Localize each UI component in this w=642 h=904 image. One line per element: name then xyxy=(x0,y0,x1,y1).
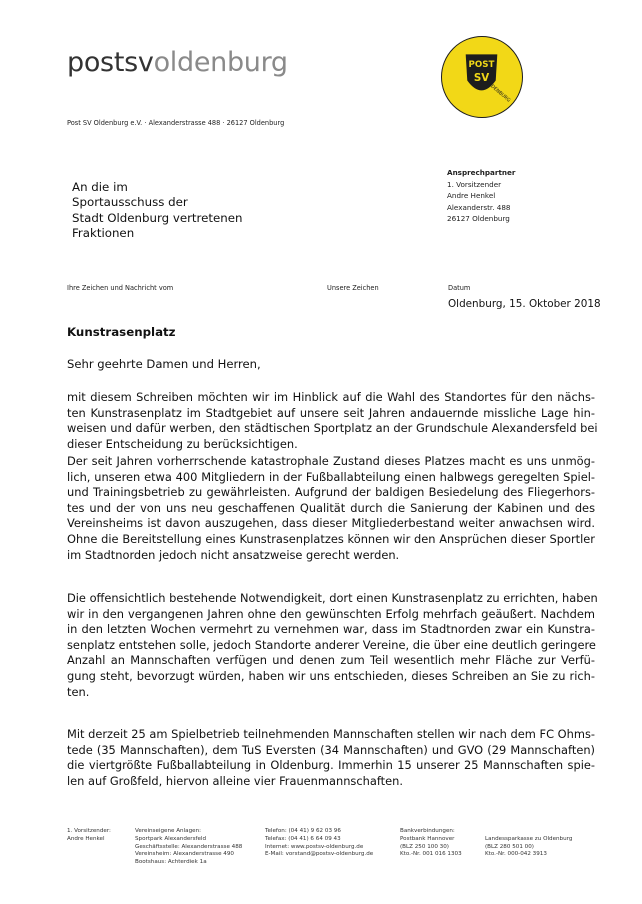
body-line: und Trainingsbetrieb zu gewährleisten. Aufgrund der baldigen Besiedelung des Fliegerhors- xyxy=(67,485,595,500)
contact-heading: Ansprechpartner xyxy=(447,168,516,177)
brand-part-1: postsv xyxy=(67,47,154,78)
body-line: Vereinsheims ist davon auszugehen, dass dieser Mitgliederbestand weiter anwachsen wird. xyxy=(67,516,595,531)
body-line: in den letzten Wochen vermehrt zu vernehmen war, dass im Stadtnorden zwar ein Kunstra- xyxy=(67,622,595,637)
footer-line: Andre Henkel xyxy=(67,835,105,842)
recipient-line: Stadt Oldenburg vertretenen xyxy=(72,210,243,225)
footer-line: Bankverbindungen: xyxy=(400,828,455,834)
our-reference-label: Unsere Zeichen xyxy=(327,284,379,292)
footer-line: Vereinsheim: Alexanderstrasse 490 xyxy=(135,851,234,858)
body-line: tede (35 Mannschaften), dem TuS Eversten (34 Mannschaften) und GVO (29 Mannschaften) xyxy=(67,742,595,757)
logo-text-top: POST xyxy=(468,60,495,71)
body-line: die viertgrößte Fußballabteilung in Oldenburg. Immerhin 15 unserer 25 Mannschaften spie- xyxy=(67,758,595,773)
footer-line: Internet: www.postsv-oldenburg.de xyxy=(265,843,364,850)
recipient-line: An die im xyxy=(72,180,128,194)
body-line: ten. xyxy=(67,684,90,699)
footer-bank-2 xyxy=(485,828,572,859)
body-paragraph-2 xyxy=(67,454,595,563)
letter-salutation: Sehr geehrte Damen und Herren, xyxy=(67,357,261,371)
body-line: Mit derzeit 25 am Spielbetrieb teilnehmenden Mannschaften stellen wir nach dem FC Ohms- xyxy=(67,727,595,741)
body-line: mit diesem Schreiben möchten wir im Hinblick auf die Wahl des Standortes für den nächs- xyxy=(67,390,595,404)
recipient-address xyxy=(72,180,243,242)
footer-line: Sportpark Alexandersfeld xyxy=(135,835,207,842)
footer-line: Postbank Hannover xyxy=(400,835,455,842)
footer-line: E-Mail: vorstand@postsv-oldenburg.de xyxy=(265,851,374,858)
body-line: Der seit Jahren vorherrschende katastrophale Zustand dieses Platzes macht es uns unmög- xyxy=(67,454,595,468)
contact-line: 1. Vorsitzender xyxy=(447,179,502,189)
brand-part-2: oldenburg xyxy=(153,47,288,78)
footer-facilities xyxy=(135,828,242,867)
body-paragraph-4 xyxy=(67,727,595,789)
body-line: tes und der von uns neu geschaffenen Qualität durch die Sanierung der Kabinen und des xyxy=(67,500,595,515)
club-logo-graphic xyxy=(442,37,521,116)
body-line: wir in den vergangenen Jahren ohne den gewünschten Erfolg mehrfach geäußert. Nachdem xyxy=(67,606,595,621)
club-logo xyxy=(441,36,523,118)
sender-address-line: Post SV Oldenburg e.V. · Alexanderstrasse 488 · 26127 Oldenburg xyxy=(67,119,285,127)
logo-text-mid: SV xyxy=(473,72,490,85)
body-line: weisen und dafür werben, den städtischen Sportplatz an der Grundschule Alexandersfeld bei xyxy=(67,421,598,436)
contact-person-block xyxy=(447,167,515,225)
letter-subject: Kunstrasenplatz xyxy=(67,325,176,339)
footer-chairman xyxy=(67,828,111,844)
footer-bank-1 xyxy=(400,828,462,859)
footer-contact-info xyxy=(265,828,373,859)
body-line: dieser Entscheidung zu berücksichtigen. xyxy=(67,436,298,451)
footer-line: Telefax: (04 41) 6 64 09 43 xyxy=(265,835,341,842)
recipient-line: Fraktionen xyxy=(72,226,135,241)
body-line: Ohne die Bereitstellung eines Kunstrasenplatzes können wir den Ansprüchen dieser Sportler xyxy=(67,531,595,546)
footer-line: (BLZ 280 501 00) xyxy=(485,843,534,850)
date-label: Datum xyxy=(448,284,471,292)
body-line: len auf Großfeld, hiervon alleine vier Frauenmannschaften. xyxy=(67,773,403,788)
footer-line: Vereinseigene Anlagen: xyxy=(135,828,201,834)
recipient-line: Sportausschuss der xyxy=(72,195,188,210)
footer-line xyxy=(485,828,572,836)
footer-line: Bootshaus: Achterdiek 1a xyxy=(135,859,207,866)
brand-wordmark xyxy=(67,47,288,78)
contact-line: 26127 Oldenburg xyxy=(447,214,510,224)
body-line: im Stadtnorden jedoch nicht ansatzweise gerecht werden. xyxy=(67,547,400,562)
body-line: gung steht, bevorzugt würden, haben wir uns entschieden, dieses Schreiben an Sie zu rich- xyxy=(67,668,595,683)
logo-text-ring: OLDENBURG xyxy=(484,80,511,104)
body-line: lich, unseren etwa 400 Mitgliedern in der Fußballabteilung einen halbwegs geregelten Spiel- xyxy=(67,469,595,484)
body-line: senplatz entstehen solle, jedoch Standorte anderer Vereine, die über eine deutlich geringere xyxy=(67,637,596,652)
footer-line: (BLZ 250 100 30) xyxy=(400,843,449,850)
footer-line: Telefon: (04 41) 9 62 03 96 xyxy=(265,828,341,834)
your-reference-label: Ihre Zeichen und Nachricht vom xyxy=(67,284,174,292)
body-line: Anzahl an Mannschaften verfügen und denen zum Teil wesentlich mehr Fläche zur Verfü- xyxy=(67,653,595,668)
footer-line: 1. Vorsitzender: xyxy=(67,828,111,834)
contact-line: Alexanderstr. 488 xyxy=(447,202,511,212)
body-line: Die offensichtlich bestehende Notwendigkeit, dort einen Kunstrasenplatz zu errichten, haben xyxy=(67,591,598,605)
body-paragraph-1 xyxy=(67,390,598,452)
body-paragraph-3 xyxy=(67,591,598,700)
footer-line: Geschäftsstelle: Alexanderstrasse 488 xyxy=(135,843,243,850)
footer-line: Landessparkasse zu Oldenburg xyxy=(485,835,573,842)
body-line: ten Kunstrasenplatz im Stadtgebiet auf unsere seit Jahren andauernde missliche Lage hin- xyxy=(67,405,595,420)
footer-line: Kto.-Nr. 000-042 3913 xyxy=(485,851,547,858)
footer-line: Kto.-Nr. 001 016 1303 xyxy=(400,851,462,858)
contact-line: Andre Henkel xyxy=(447,191,496,201)
letter-date: Oldenburg, 15. Oktober 2018 xyxy=(448,298,601,310)
